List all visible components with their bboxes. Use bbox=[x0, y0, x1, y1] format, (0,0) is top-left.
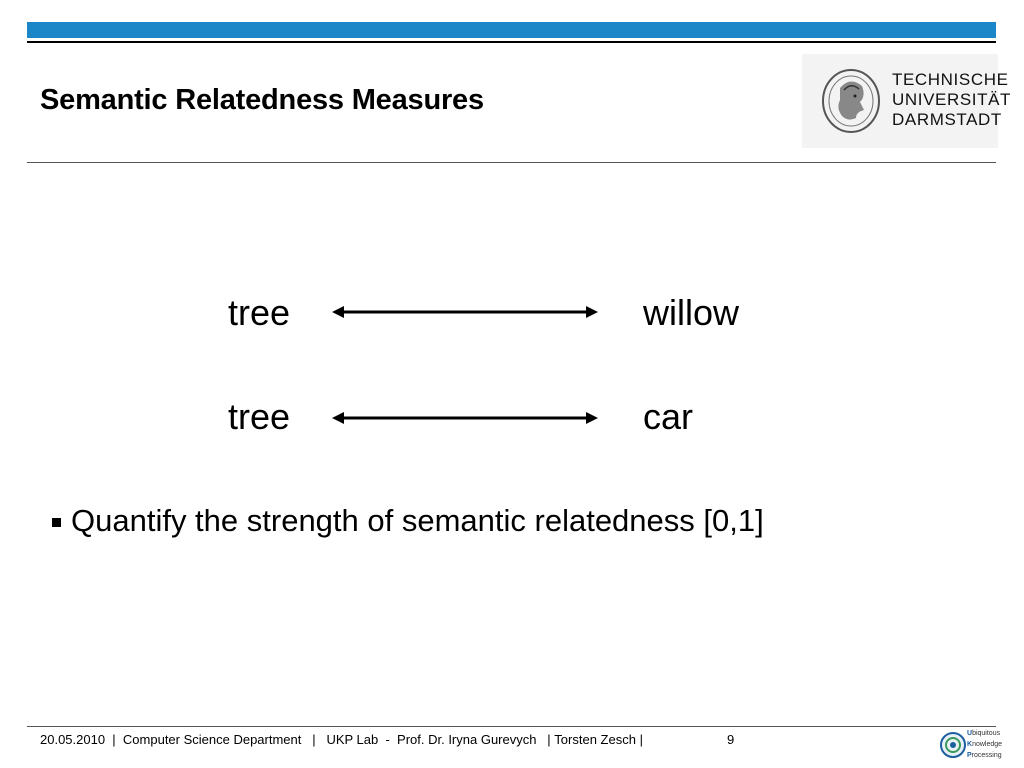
pair-1-right-word: willow bbox=[643, 292, 740, 333]
pair-2-right-word: car bbox=[643, 396, 694, 437]
footer bbox=[40, 732, 643, 747]
top-accent-bar bbox=[27, 22, 996, 38]
pair-2-left-word: tree bbox=[228, 396, 291, 437]
pair-1-left-word: tree bbox=[228, 292, 291, 333]
footer-divider bbox=[27, 726, 996, 727]
footer-lab: UKP Lab bbox=[326, 732, 379, 747]
footer-separator: | bbox=[105, 732, 123, 747]
bullet-text: Quantify the strength of semantic relatedness [0,1] bbox=[71, 503, 764, 538]
tu-darmstadt-seal-icon bbox=[820, 66, 882, 136]
university-logo bbox=[802, 54, 1012, 148]
ukp-word-rest: biquitous bbox=[972, 730, 1001, 737]
bullet-item bbox=[52, 503, 764, 539]
ukp-initial: P bbox=[967, 752, 972, 759]
footer-department: Computer Science Department bbox=[122, 732, 302, 747]
university-name bbox=[892, 70, 1011, 130]
ukp-initial: U bbox=[967, 730, 973, 737]
university-name-line: UNIVERSITÄT bbox=[892, 90, 1012, 109]
title-divider bbox=[27, 162, 996, 163]
top-rule bbox=[27, 41, 996, 43]
ukp-logo-line bbox=[967, 728, 1002, 739]
ukp-logo-line bbox=[967, 739, 1002, 750]
ukp-logo bbox=[940, 728, 1004, 764]
footer-author: Torsten Zesch bbox=[554, 732, 636, 747]
footer-professor: Prof. Dr. Iryna Gurevych bbox=[397, 732, 537, 747]
pair-1-double-arrow-icon bbox=[332, 302, 598, 322]
ukp-word-rest: rocessing bbox=[971, 752, 1002, 759]
ukp-logo-icon bbox=[940, 732, 966, 758]
footer-separator: | bbox=[301, 732, 327, 747]
ukp-word-rest: nowledge bbox=[972, 741, 1003, 748]
ukp-logo-line bbox=[967, 750, 1002, 761]
university-name-line: TECHNISCHE bbox=[892, 70, 1009, 89]
square-bullet-icon bbox=[52, 518, 61, 527]
footer-date: 20.05.2010 bbox=[40, 732, 106, 747]
footer-separator: | bbox=[635, 732, 643, 747]
page-number: 9 bbox=[727, 732, 735, 747]
slide-title: Semantic Relatedness Measures bbox=[40, 84, 484, 116]
ukp-logo-text bbox=[967, 728, 1002, 761]
footer-separator: - bbox=[378, 732, 398, 747]
ukp-initial: K bbox=[967, 741, 973, 748]
university-name-line: DARMSTADT bbox=[892, 110, 1002, 129]
footer-separator: | bbox=[536, 732, 555, 747]
pair-2-double-arrow-icon bbox=[332, 408, 598, 428]
